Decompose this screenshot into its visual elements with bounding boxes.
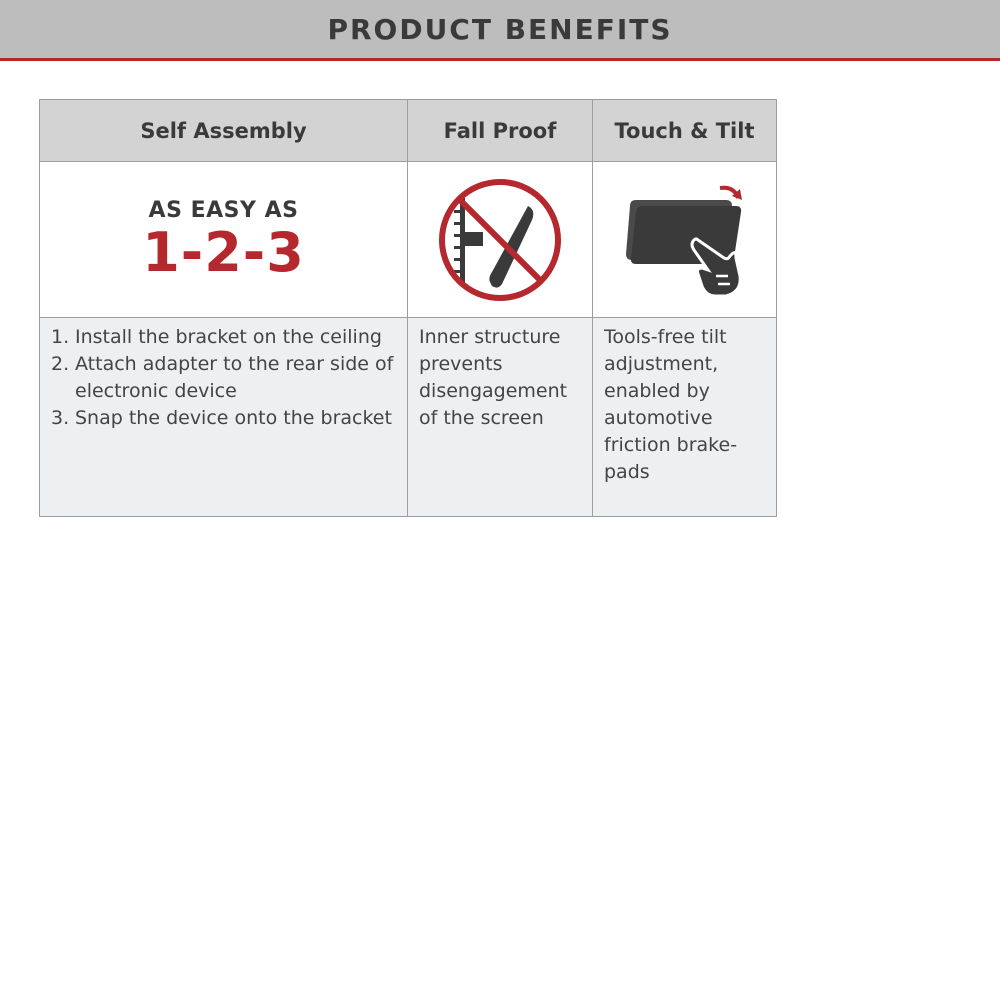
easy-badge-line2: 1-2-3: [142, 220, 305, 284]
list-item: 2. Attach adapter to the rear side of electronic device: [51, 353, 394, 402]
header-touch-tilt: Touch & Tilt: [593, 100, 776, 162]
self-assembly-badge-cell: [40, 162, 408, 318]
fall-proof-icon-cell: [408, 162, 593, 318]
page-title: PRODUCT BENEFITS: [327, 12, 673, 46]
no-fall-prohibition-icon: [436, 176, 564, 304]
assembly-steps-list: [51, 324, 397, 432]
header-self-assembly: Self Assembly: [40, 100, 408, 162]
fall-proof-description: Inner structure prevents disengagement of the screen: [408, 318, 593, 516]
list-item: 3. Snap the device onto the bracket: [51, 407, 392, 429]
touch-tilt-screen-icon: [620, 180, 750, 300]
banner: [0, 0, 1000, 61]
touch-tilt-description: Tools-free tilt adjustment, enabled by automotive friction brake-pads: [593, 318, 776, 516]
list-item: 1. Install the bracket on the ceiling: [51, 326, 382, 348]
self-assembly-steps: [40, 318, 408, 516]
header-fall-proof: Fall Proof: [408, 100, 593, 162]
easy-badge: [142, 197, 305, 284]
touch-tilt-icon-cell: [593, 162, 776, 318]
easy-badge-line1: AS EASY AS: [148, 197, 299, 223]
benefits-table: [39, 99, 777, 517]
